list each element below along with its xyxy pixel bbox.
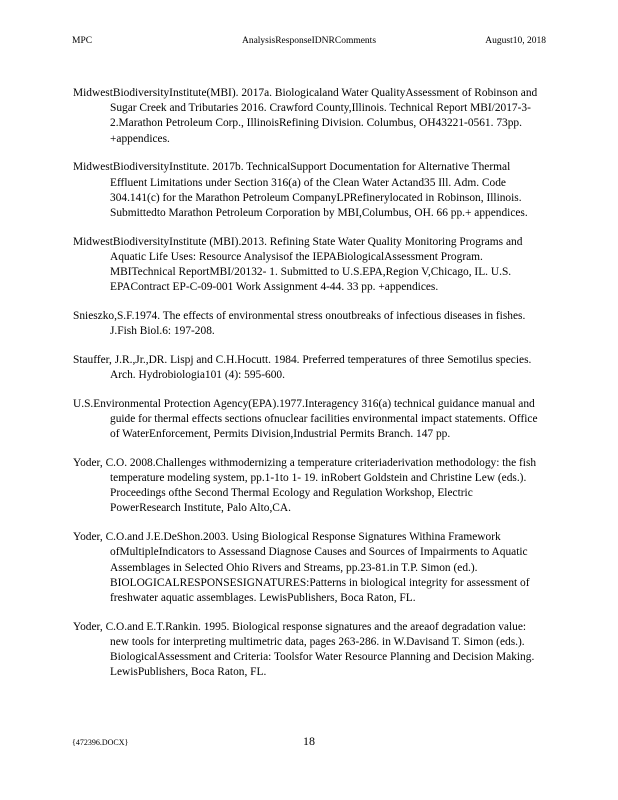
reference-item: MidwestBiodiversityInstitute(MBI). 2017a. Biologicaland Water QualityAssessment of Robinson and Sugar Creek and Tributaries 2016. Crawford County,Illinois. Technical Report MBI/2017-3-2.Marathon Petroleum Corp., IllinoisRefining Division. Columbus, OH43221-0561. 73pp. +appendices.	[73, 87, 538, 145]
reference-item: U.S.Environmental Protection Agency(EPA).1977.Interagency 316(a) technical guidance manual and guide for thermal effects sections ofnuclear facilities environmental impact statements. Office of WaterEnforcement, Permits Division,Industrial Permits Branch. 147 pp.	[73, 397, 538, 441]
reference-item: Stauffer, J.R.,Jr.,DR. Lispj and C.H.Hocutt. 1984. Preferred temperatures of three Semotilus species. Arch. Hydrobiologia101 (4): 595-600.	[73, 353, 532, 382]
reference-item: MidwestBiodiversityInstitute (MBI).2013. Refining State Water Quality Monitoring Programs and Aquatic Life Uses: Resource Analysisof the IEPABiologicalAssessment Program. MBITechnical ReportMBI/20132- 1. Submitted to U.S.EPA,Region V,Chicago, IL. U.S. EPAContract EP-C-09-001 Work Assignment 4-44. 33 pp. +appendices.	[73, 235, 523, 294]
reference-list	[73, 86, 545, 694]
header-date: August10, 2018	[485, 36, 546, 46]
page-footer	[72, 734, 546, 750]
reference-item: Yoder, C.O.and J.E.DeShon.2003. Using Biological Response Signatures Withina Framework ofMultipleIndicators to Assessand Diagnose Causes and Sources of Impairments to Aquatic Assemblages in Selected Ohio Rivers and Streams, pp.23-81.in T.P. Simon (ed.). BIOLOGICALRESPONSESIGNATURES:Patterns in biological integrity for assessment of freshwater aquatic assemblages. LewisPublishers, Boca Raton, FL.	[73, 531, 530, 604]
header-company: MPC	[72, 36, 93, 46]
reference-item: MidwestBiodiversityInstitute. 2017b. TechnicalSupport Documentation for Alternative Thermal Effluent Limitations under Section 316(a) of the Clean Water Actand35 Ill. Adm. Code 304.141(c) for the Marathon Petroleum CompanyLPRefinerylocated in Robinson, Illinois. Submittedto Marathon Petroleum Corporation by MBI,Columbus, OH. 66 pp.+ appendices.	[73, 161, 528, 219]
page-header	[72, 36, 546, 50]
footer-doc-id: {472396.DOCX}	[72, 738, 129, 747]
page-number: 18	[303, 734, 315, 748]
reference-item: Snieszko,S.F.1974. The effects of environmental stress onoutbreaks of infectious diseases in fishes. J.Fish Biol.6: 197-208.	[73, 309, 526, 338]
header-title: AnalysisResponseIDNRComments	[241, 36, 377, 46]
reference-item: Yoder, C.O. 2008.Challenges withmodernizing a temperature criteriaderivation methodology: the fish temperature modeling system, pp.1-1to 1- 19. inRobert Goldstein and Christine Lew (eds.). Proceedings ofthe Second Thermal Ecology and Regulation Workshop, Electric PowerResearch Institute, Palo Alto,CA.	[73, 456, 537, 515]
reference-item: Yoder, C.O.and E.T.Rankin. 1995. Biological response signatures and the areaof degradation value: new tools for interpreting multimetric data, pages 263-286. in W.Davisand T. Simon (eds.). BiologicalAssessment and Criteria: Toolsfor Water Resource Planning and Decision Making. LewisPublishers, Boca Raton, FL.	[73, 620, 535, 679]
